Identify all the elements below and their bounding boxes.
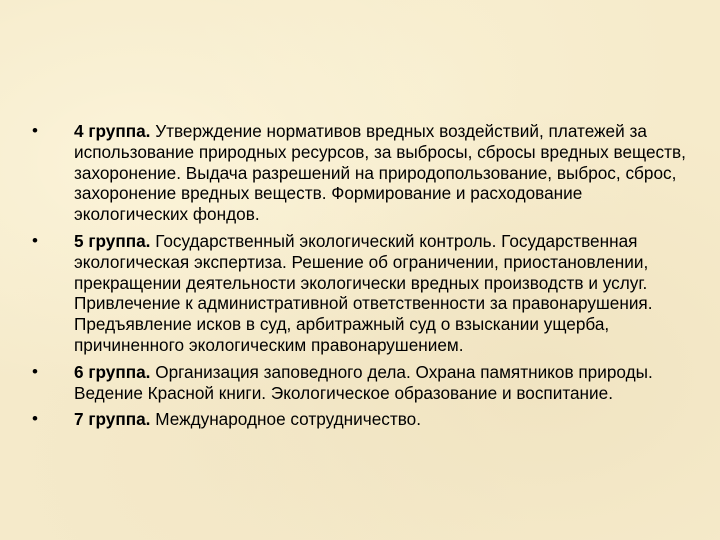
group-label: 4 группа.	[74, 121, 151, 141]
bullet-marker: •	[32, 409, 38, 429]
bullet-list	[32, 121, 692, 436]
group-description: Международное сотрудничество.	[150, 409, 421, 430]
list-item	[32, 231, 692, 356]
group-description: Государственный экологический контроль. Государственная экологическая экспертиза. Решение об ограничении, приостановлении, прекращении деятельности экологически вредных производств и услуг. Привлечение к административной ответственности за правонарушения. Предъявление исков в суд, арбитражный суд о взыскании ущерба, причиненного экологическим правонарушением.	[74, 230, 653, 355]
bullet-marker: •	[32, 361, 38, 381]
bullet-marker: •	[32, 230, 38, 250]
list-item	[32, 362, 692, 404]
group-description: Утверждение нормативов вредных воздействий, платежей за использование природных ресурсов, за выбросы, сбросы вредных веществ, захоронение. Выдача разрешений на природопользование, выброс, сброс, захоронение вредных веществ. Формирование и расходование экологических фондов.	[74, 121, 686, 225]
list-item	[32, 121, 692, 225]
group-description: Организация заповедного дела. Охрана памятников природы. Ведение Красной книги. Экологическое образование и воспитание.	[74, 361, 653, 403]
group-label: 7 группа.	[74, 409, 151, 430]
group-label: 5 группа.	[74, 230, 151, 251]
bullet-marker: •	[32, 121, 38, 140]
group-label: 6 группа.	[74, 361, 151, 382]
list-item	[32, 409, 692, 430]
